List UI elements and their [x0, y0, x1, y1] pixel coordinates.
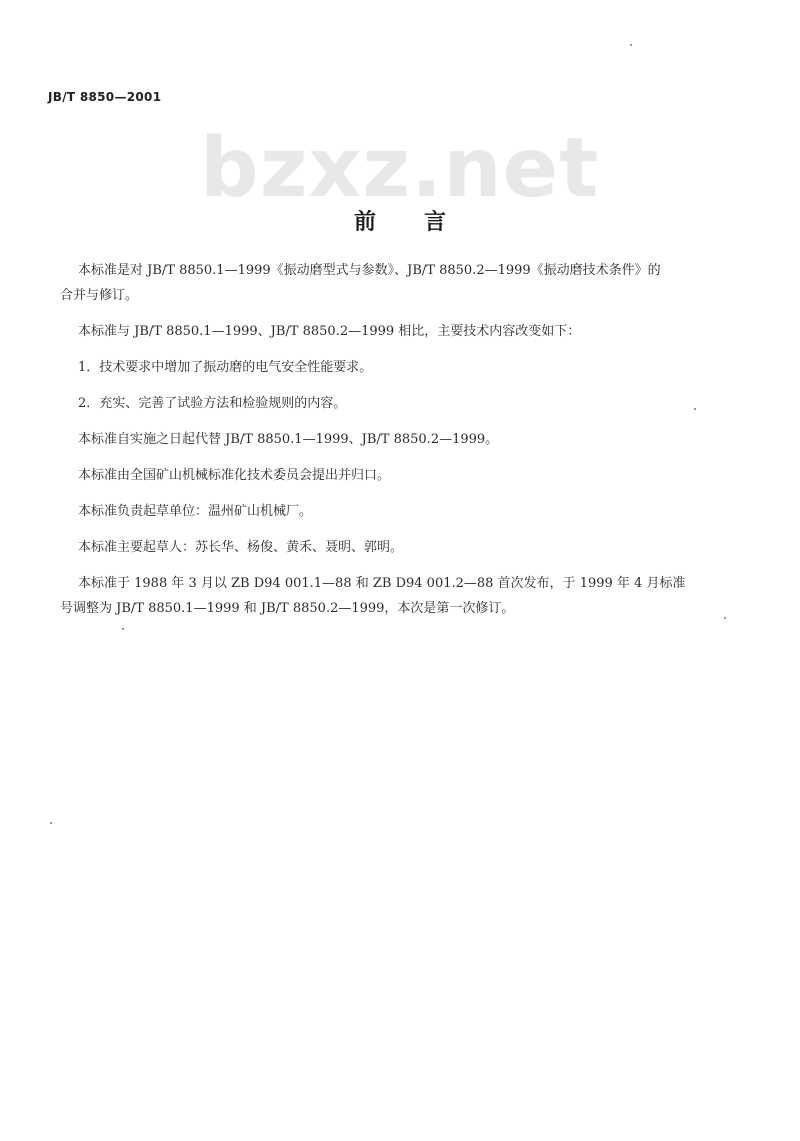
paragraph-line: 本标准是对 JB/T 8850.1—1999《振动磨型式与参数》、JB/T 8850.2—1999《振动磨技术条件》的 [78, 263, 661, 278]
list-item: 1．技术要求中增加了振动磨的电气安全性能要求。 [78, 360, 373, 375]
paragraph-proposer: 本标准由全国矿山机械标准化技术委员会提出并归口。 [78, 468, 391, 483]
list-item: 2．充实、完善了试验方法和检验规则的内容。 [78, 396, 347, 411]
scan-speck [50, 822, 52, 824]
paragraph-drafters: 本标准主要起草人：苏长华、杨俊、黄禾、聂明、郭明。 [78, 540, 404, 555]
paragraph-line: 合并与修订。 [60, 288, 139, 303]
scan-speck [724, 617, 726, 619]
paragraph-line: 号调整为 JB/T 8850.1—1999 和 JB/T 8850.2—1999，本次是第一次修订。 [60, 601, 515, 616]
document-code: JB/T 8850—2001 [48, 90, 162, 104]
scan-speck [694, 408, 696, 410]
paragraph-line: 本标准于 1988 年 3 月以 ZB D94 001.1—88 和 ZB D94 001.2—88 首次发布，于 1999 年 4 月标准 [78, 576, 686, 591]
paragraph-history [60, 571, 750, 621]
scan-speck [630, 44, 632, 46]
scan-speck [122, 628, 124, 630]
foreword-body [60, 258, 750, 632]
watermark: bzxz.net [200, 121, 600, 216]
paragraph-replaces: 本标准自实施之日起代替 JB/T 8850.1—1999、JB/T 8850.2—1999。 [78, 432, 499, 447]
paragraph-scope [60, 258, 750, 308]
page-title: 前言 [353, 209, 494, 235]
paragraph-drafting-unit: 本标准负责起草单位：温州矿山机械厂。 [78, 504, 313, 519]
paragraph-changes-intro: 本标准与 JB/T 8850.1—1999、JB/T 8850.2—1999 相比，主要技术内容改变如下： [78, 324, 581, 339]
